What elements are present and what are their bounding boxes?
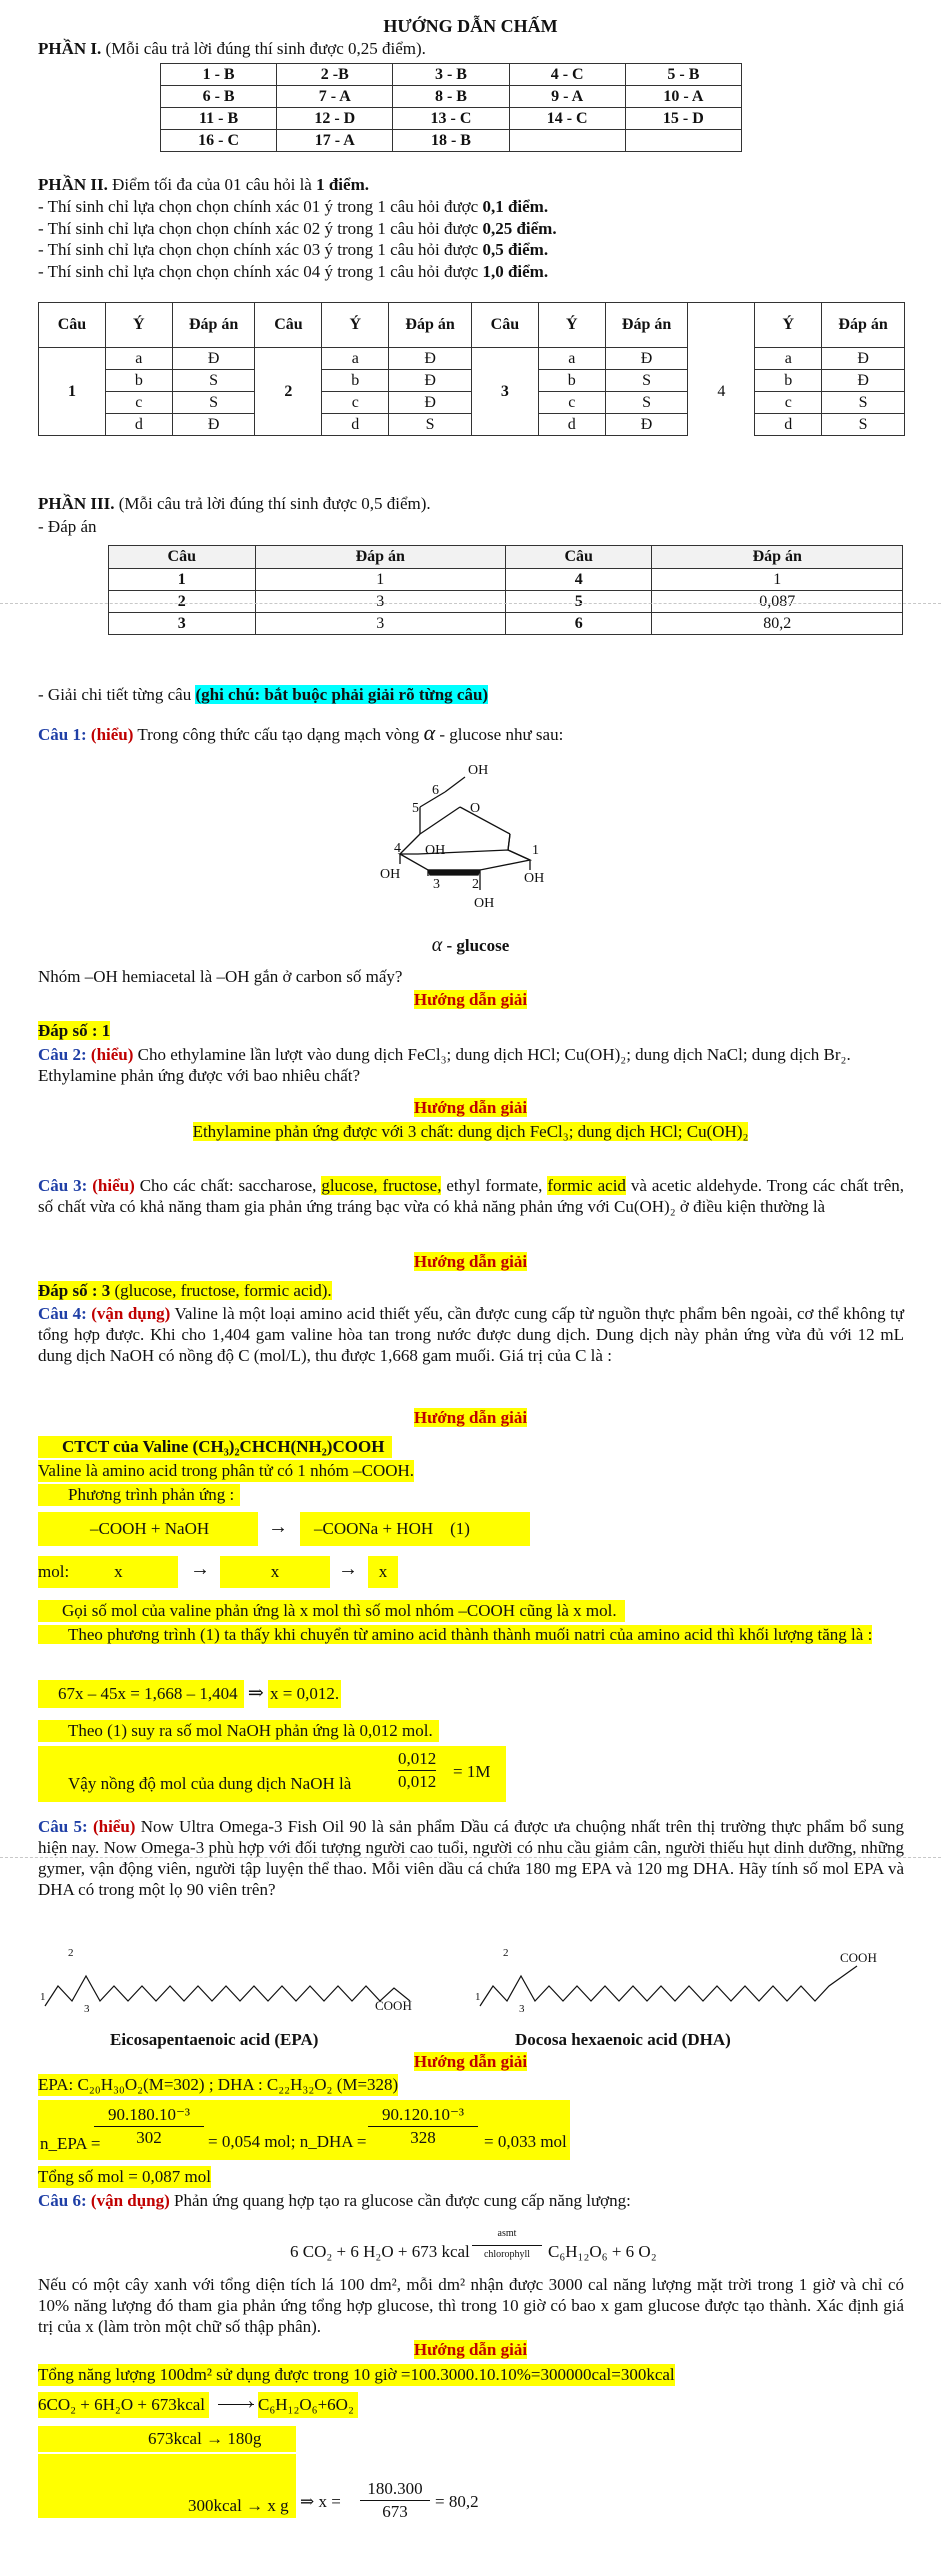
answer-cell: 15 - D	[625, 108, 741, 130]
q1-text: Câu 1: (hiểu) Trong công thức cấu tạo dạng mạch vòng α - glucose như sau:	[38, 720, 564, 745]
q4-text: Câu 4: (vận dụng) Valine là một loại amino acid thiết yếu, cần được cung cấp từ nguồn thực phẩm bên ngoài, cơ thể không tự tổng hợp được. Khi cho 1,404 gam valine hòa tan trong nước được dung dịch. Dung dịch này phản ứng vừa đủ với 12 mL dung dịch NaOH có nồng độ C (mol/L), thu được 1,668 gam muối. Giá trị của C là :	[38, 1304, 905, 1365]
answer-cell: 17 - A	[277, 130, 393, 152]
rule-line: - Thí sinh chỉ lựa chọn chọn chính xác 03 ý trong 1 câu hỏi được 0,5 điểm.	[38, 240, 549, 259]
answer-cell: 5 - B	[625, 64, 741, 86]
q1-question: Nhóm –OH hemiacetal là –OH gắn ở carbon số mấy?	[38, 967, 403, 986]
answer-cell	[625, 130, 741, 152]
detail-intro: - Giải chi tiết từng câu (ghi chú: bắt buộc phải giải rõ từng câu)	[38, 685, 489, 704]
carbon-number: 2	[503, 1947, 509, 1959]
question-number: 4	[688, 348, 755, 436]
table-row	[39, 348, 905, 370]
question-number: 2	[255, 348, 322, 436]
carbon-number: 3	[519, 2003, 525, 2015]
answer-cell: 7 - A	[277, 86, 393, 108]
option-cell: a	[322, 348, 389, 370]
q4-step2: Valine là amino acid trong phân tử có 1 nhóm –COOH.	[38, 1461, 415, 1480]
table-header: Câu	[109, 546, 256, 569]
q6-result: ⇒ x = $\frac{180.300}{673}$ = 80,2	[300, 2479, 479, 2521]
table-cell: 2	[109, 591, 256, 613]
q6-step3: 673kcal → 180g	[38, 2426, 296, 2452]
option-cell: d	[755, 414, 822, 436]
answer-cell: Đ	[172, 414, 255, 436]
answer-cell: 16 - C	[161, 130, 277, 152]
q3-hint: Hướng dẫn giải	[413, 1252, 528, 1271]
structure-label: O	[470, 801, 481, 816]
structure-label: OH	[380, 867, 401, 882]
q4-step1: CTCT của Valine (CH₃)₂CHCH(NH₂)COOH	[38, 1436, 392, 1458]
q5-total: Tổng số mol = 0,087 mol	[38, 2167, 211, 2186]
q3-text: Câu 3: (hiểu) Cho các chất: saccharose, glucose, fructose, ethyl formate, formic acid và acetic aldehyde. Trong các chất trên, số chất vừa có khả năng tham gia phản ứng tráng bạc vừa có khả năng phản ứng với Cu(OH)₂ ở điều kiện thường là	[38, 1176, 905, 1216]
option-cell: b	[755, 370, 822, 392]
answer-cell: S	[822, 414, 905, 436]
table-header: Câu	[39, 303, 106, 348]
table-cell: 5	[505, 591, 652, 613]
table-header: Ý	[755, 303, 822, 348]
carbon-number: 2	[68, 1947, 74, 1959]
table-header: Ý	[538, 303, 605, 348]
q6-equation: 6 CO₂ + 6 H₂O + 673 kcal asmt chlorophyll C₆H₁₂O₆ + 6 O₂	[290, 2228, 657, 2261]
q1-answer: Đáp số : 1	[38, 1021, 111, 1040]
table-header: Đáp án	[822, 303, 905, 348]
option-cell: c	[755, 392, 822, 414]
option-cell: c	[538, 392, 605, 414]
answer-cell: 18 - B	[393, 130, 509, 152]
table-cell: 80,2	[652, 613, 903, 635]
q4-step5: Theo phương trình (1) ta thấy khi chuyển từ amino acid thành thành muối natri của amino acid thì khối lượng tăng là :	[38, 1624, 904, 1646]
rule-line: - Thí sinh chỉ lựa chọn chọn chính xác 01 ý trong 1 câu hỏi được 0,1 điểm.	[38, 197, 549, 216]
answer-cell: 1 - B	[161, 64, 277, 86]
answer-cell: 3 - B	[393, 64, 509, 86]
carbon-number: 1	[40, 1991, 46, 2003]
q4-step7: Theo (1) suy ra số mol NaOH phản ứng là 0,012 mol.	[38, 1720, 439, 1742]
table-cell: 1	[255, 569, 505, 591]
q5-text: Câu 5: (hiểu) Now Ultra Omega-3 Fish Oil 90 là sản phẩm Dầu cá được ưa chuộng nhất trên thị trường thực phẩm bổ sung hiện nay. Now Omega-3 phù hợp với đối tượng người cao tuổi, người có nhu cầu giảm cân, người thiếu hụt dinh dưỡng, những gymer, vận động viên, người tập luyện thể thao. Mỗi viên dầu cá chứa 180 mg EPA và 120 mg DHA. Hãy tính số mol EPA và DHA có trong một lọ 90 viên trên?	[38, 1817, 904, 1899]
answer-cell: Đ	[822, 348, 905, 370]
structure-label: 1	[532, 843, 539, 858]
structure-label: OH	[524, 871, 545, 886]
option-cell: b	[538, 370, 605, 392]
table-row	[161, 86, 742, 108]
answer-cell: 8 - B	[393, 86, 509, 108]
answer-cell: S	[822, 392, 905, 414]
part2-heading: PHẦN II. Điểm tối đa của 01 câu hỏi là 1 điểm.	[38, 175, 369, 194]
table-row	[161, 130, 742, 152]
table-row	[109, 591, 903, 613]
table-cell: 1	[652, 569, 903, 591]
answer-cell: 11 - B	[161, 108, 277, 130]
rule-line: - Thí sinh chỉ lựa chọn chọn chính xác 02 ý trong 1 câu hỏi được 0,25 điểm.	[38, 218, 557, 238]
structure-label: OH	[468, 763, 489, 778]
table-cell: 3	[255, 613, 505, 635]
structure-label: OH	[474, 896, 495, 911]
q6-step4-box: 300kcal → x g	[38, 2454, 296, 2518]
q6-hint: Hướng dẫn giải	[413, 2340, 528, 2359]
q5-hint: Hướng dẫn giải	[413, 2052, 528, 2071]
option-cell: b	[105, 370, 172, 392]
table-cell: 0,087	[652, 591, 903, 613]
part3-answer-table	[108, 545, 903, 635]
answer-cell: S	[389, 414, 472, 436]
carbon-number: 3	[84, 2003, 90, 2015]
option-cell: d	[538, 414, 605, 436]
answer-cell: 10 - A	[625, 86, 741, 108]
option-cell: d	[322, 414, 389, 436]
dha-name: Docosa hexaenoic acid (DHA)	[515, 2030, 731, 2049]
table-row	[161, 64, 742, 86]
table-cell: 1	[109, 569, 256, 591]
answer-cell: 14 - C	[509, 108, 625, 130]
q2-answer: Ethylamine phản ứng được với 3 chất: dung dịch FeCl₃; dung dịch HCl; Cu(OH)₂	[192, 1122, 749, 1141]
table-cell: 3	[109, 613, 256, 635]
q4-hint: Hướng dẫn giải	[413, 1408, 528, 1427]
table-header: Câu	[505, 546, 652, 569]
cooh-label: COOH	[840, 1950, 877, 1965]
answer-cell: S	[605, 370, 688, 392]
q6-text2: Nếu có một cây xanh với tổng diện tích lá 100 dm², mỗi dm² nhận được 3000 cal năng lượng mặt trời trong 1 giờ và chỉ có 10% năng lượng đó tham gia phản ứng tổng hợp glucose, thì trong 10 giờ có bao x gam glucose được tạo thành. Xác định giá trị của x (làm tròn một chữ số thập phân).	[38, 2275, 904, 2336]
table-row	[161, 108, 742, 130]
q4-step4: Gọi số mol của valine phản ứng là x mol thì số mol nhóm –COOH cũng là x mol.	[38, 1600, 625, 1622]
q4-mol-row: mol: x → x → x	[38, 1556, 438, 1590]
table-cell: 3	[255, 591, 505, 613]
table-header: Đáp án	[652, 546, 903, 569]
answer-cell: Đ	[172, 348, 255, 370]
q4-step3: Phương trình phản ứng :	[38, 1484, 240, 1506]
answer-cell: 13 - C	[393, 108, 509, 130]
answer-cell: Đ	[822, 370, 905, 392]
table-header: Câu	[471, 303, 538, 348]
table-header: Ý	[105, 303, 172, 348]
answer-cell: 2 -B	[277, 64, 393, 86]
page-title: HƯỚNG DẪN CHẤM	[383, 16, 558, 36]
option-cell: b	[322, 370, 389, 392]
structure-label: 5	[412, 801, 419, 816]
q6-text: Câu 6: (vận dụng) Phản ứng quang hợp tạo ra glucose cần được cung cấp năng lượng:	[38, 2191, 631, 2210]
option-cell: c	[322, 392, 389, 414]
answer-cell: 12 - D	[277, 108, 393, 130]
structure-label: 4	[394, 841, 401, 856]
answer-cell: S	[172, 370, 255, 392]
structure-label: OH	[425, 843, 446, 858]
structure-label: 2	[472, 877, 479, 892]
answer-cell: S	[172, 392, 255, 414]
table-header: Đáp án	[172, 303, 255, 348]
table-cell: 4	[505, 569, 652, 591]
question-number: 3	[471, 348, 538, 436]
table-header: Câu	[255, 303, 322, 348]
structure-label: 6	[432, 783, 439, 798]
part1-heading: PHẦN I. (Mỗi câu trả lời đúng thí sinh được 0,25 điểm).	[38, 39, 426, 58]
q3-answer: Đáp số : 3 (glucose, fructose, formic acid).	[38, 1281, 332, 1300]
part2-rules	[38, 196, 904, 282]
answer-cell	[509, 130, 625, 152]
table-header	[688, 303, 755, 348]
fatty-acid-structures	[40, 1946, 900, 2016]
part3-sub: - Đáp án	[38, 517, 97, 536]
answer-cell: Đ	[389, 348, 472, 370]
q2-hint: Hướng dẫn giải	[413, 1098, 528, 1117]
option-cell: d	[105, 414, 172, 436]
part3-heading: PHẦN III. (Mỗi câu trả lời đúng thí sinh được 0,5 điểm).	[38, 494, 431, 513]
table-header-row	[109, 546, 903, 569]
table-header: Đáp án	[255, 546, 505, 569]
q1-hint: Hướng dẫn giải	[413, 990, 528, 1009]
table-header: Ý	[322, 303, 389, 348]
question-number: 1	[39, 348, 106, 436]
answer-cell: 4 - C	[509, 64, 625, 86]
q6-step1: Tổng năng lượng 100dm² sử dụng được trong 10 giờ =100.3000.10.10%=300000cal=300kcal	[38, 2365, 675, 2384]
q5-calc: n_EPA = $\frac{\text{90.180.10⁻³}}{302}$ = 0,054 mol; n_DHA = $\frac{\text{90.120.10⁻³}}{328}$ = 0,033 mol	[38, 2100, 570, 2160]
epa-name: Eicosapentaenoic acid (EPA)	[110, 2030, 319, 2049]
part1-answer-table	[160, 63, 742, 152]
q4-equation: –COOH + NaOH → –COONa + HOH (1)	[38, 1512, 538, 1548]
table-row	[109, 613, 903, 635]
table-header: Đáp án	[389, 303, 472, 348]
structure-label: 3	[433, 877, 440, 892]
answer-cell: Đ	[389, 392, 472, 414]
alpha-glucose-caption: α - glucose	[431, 934, 510, 956]
carbon-number: 1	[475, 1991, 481, 2003]
option-cell: c	[105, 392, 172, 414]
table-cell: 6	[505, 613, 652, 635]
option-cell: a	[105, 348, 172, 370]
part2-answer-table	[38, 302, 905, 436]
answer-cell: Đ	[605, 414, 688, 436]
q2-text: Câu 2: (hiểu) Cho ethylamine lần lượt vào dung dịch FeCl₃; dung dịch HCl; Cu(OH)₂; dung dịch NaCl; dung dịch Br₂. Ethylamine phản ứng được với bao nhiêu chất?	[38, 1045, 851, 1085]
cooh-label: COOH	[375, 1998, 412, 2013]
q4-step6: 67x – 45x = 1,668 – 1,404 ⇒ x = 0,012.	[38, 1680, 341, 1710]
table-row	[109, 569, 903, 591]
answer-cell: 9 - A	[509, 86, 625, 108]
q5-formula: EPA: C₂₀H₃₀O₂(M=302) ; DHA : C₂₂H₃₂O₂ (M=328)	[38, 2075, 399, 2094]
answer-cell: S	[605, 392, 688, 414]
answer-cell: Đ	[605, 348, 688, 370]
option-cell: a	[538, 348, 605, 370]
alpha-glucose-structure	[360, 752, 560, 922]
q6-step2: 6CO₂ + 6H₂O + 673kcal › C₆H₁₂O₆+6O₂	[38, 2392, 438, 2422]
option-cell: a	[755, 348, 822, 370]
answer-cell: Đ	[389, 370, 472, 392]
rule-line: - Thí sinh chỉ lựa chọn chọn chính xác 04 ý trong 1 câu hỏi được 1,0 điểm.	[38, 261, 549, 281]
table-header-row	[39, 303, 905, 348]
q4-step8: Vậy nồng độ mol của dung dịch NaOH là $\frac{0,012}{0,012}$ = 1M	[38, 1746, 506, 1802]
table-header: Đáp án	[605, 303, 688, 348]
answer-cell: 6 - B	[161, 86, 277, 108]
